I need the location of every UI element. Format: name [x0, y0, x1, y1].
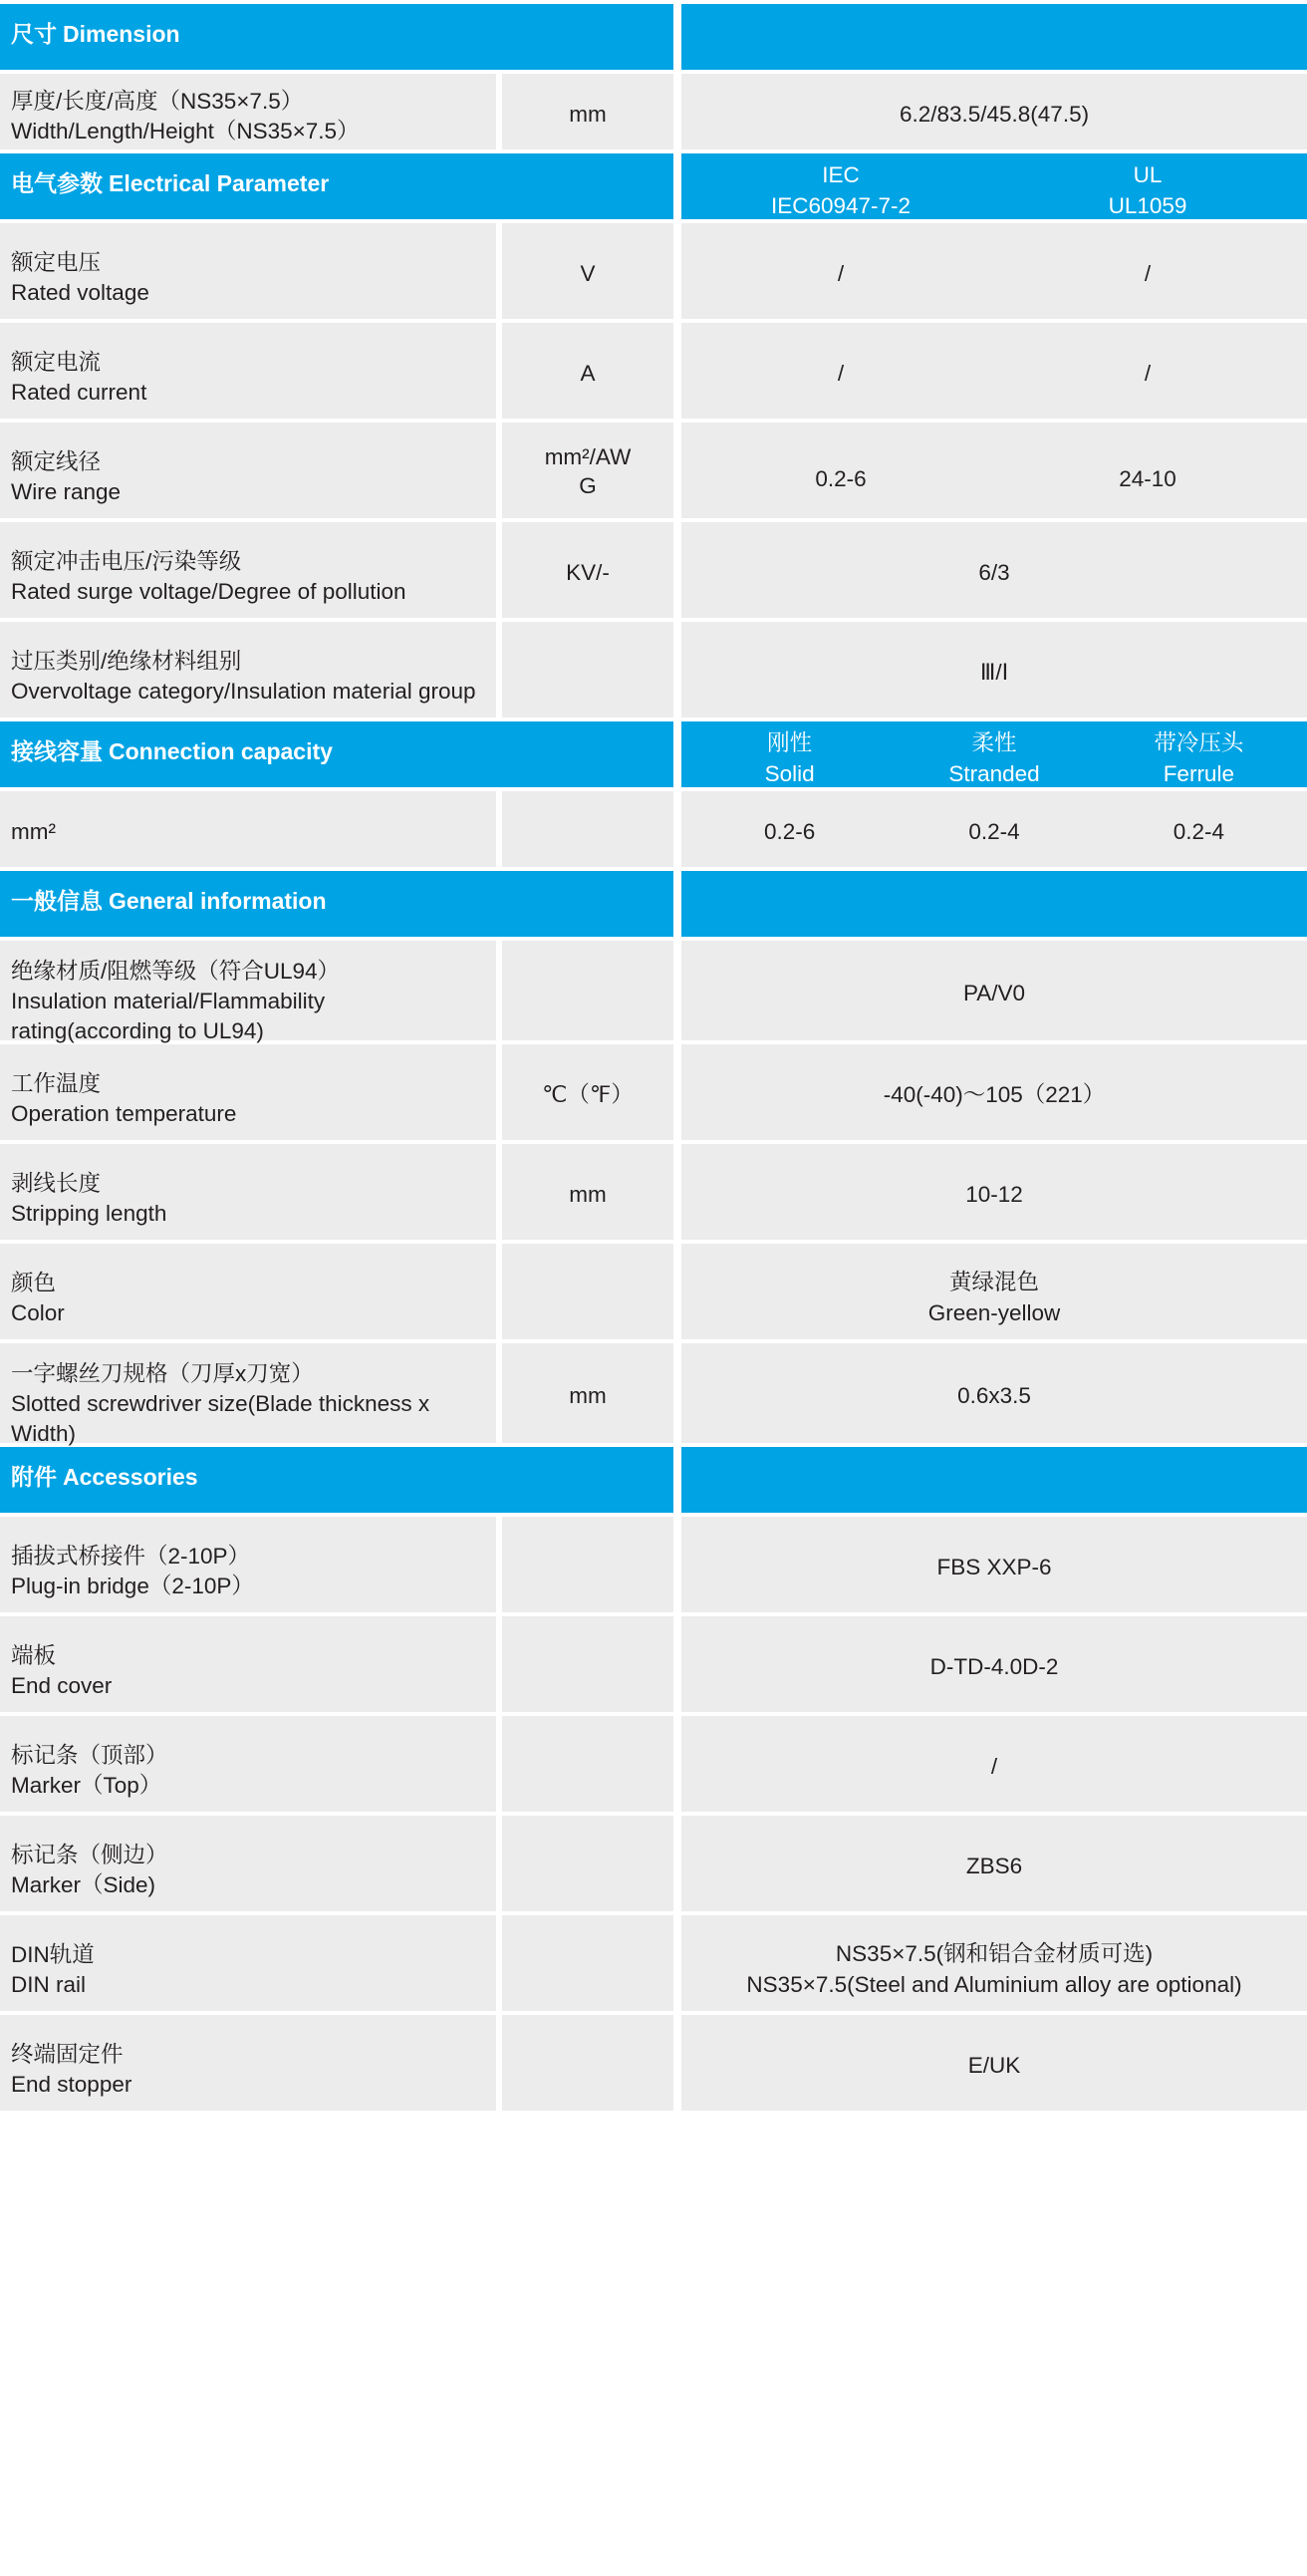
row-unit — [502, 1816, 673, 1828]
row-label-en: Marker（Side) — [11, 1871, 156, 1897]
row-unit: mm — [569, 102, 607, 127]
row-value: -40(-40)～105（221） — [883, 1082, 1106, 1107]
row-label-en: Insulation material/Flammability rating(according to UL94) — [11, 988, 326, 1043]
row-label-zh: 插拔式桥接件（2-10P） — [11, 1544, 251, 1569]
header-value-blank — [681, 871, 1307, 937]
row-unit — [502, 1616, 673, 1628]
row-insulation-material — [0, 941, 1307, 1040]
value-iec: 0.2-6 — [815, 466, 867, 491]
row-value: ZBS6 — [965, 1854, 1023, 1878]
row-label-zh: 颜色 — [11, 1271, 57, 1295]
row-unit — [502, 622, 673, 634]
row-unit — [502, 1716, 673, 1728]
value-line-zh: 黄绿混色 — [949, 1270, 1040, 1294]
row-label-en: End stopper — [11, 2071, 132, 2097]
value-line-zh: NS35×7.5(钢和铝合金材质可选) — [835, 1941, 1154, 1966]
row-label-en: Rated voltage — [11, 279, 149, 305]
row-unit — [502, 1517, 673, 1529]
row-overvoltage-category — [0, 622, 1307, 717]
row-label-en: DIN rail — [11, 1971, 87, 1997]
value-line-en: NS35×7.5(Steel and Aluminium alloy are optional) — [746, 1971, 1242, 1997]
row-label-en: Overvoltage category/Insulation material group — [11, 678, 476, 704]
row-label-zh: 额定电流 — [11, 350, 102, 375]
capacity-solid: 刚性 Solid — [764, 730, 815, 786]
row-label-zh: 端板 — [11, 1643, 57, 1668]
row-label-en: Stripping length — [11, 1200, 167, 1226]
value-line-en: Green-yellow — [927, 1299, 1061, 1325]
row-label-zh: 额定电压 — [11, 250, 102, 275]
row-color — [0, 1244, 1307, 1339]
row-value: FBS XXP-6 — [936, 1555, 1052, 1579]
row-unit — [502, 1244, 673, 1256]
row-label-en: Wire range — [11, 478, 122, 504]
row-rated-surge-voltage — [0, 522, 1307, 618]
row-value: Ⅲ/Ⅰ — [979, 660, 1009, 685]
row-end-cover — [0, 1616, 1307, 1712]
row-rated-voltage — [0, 223, 1307, 319]
row-rated-current — [0, 323, 1307, 419]
row-value: PA/V0 — [962, 981, 1026, 1005]
section-header-electrical-parameter — [0, 153, 1307, 219]
row-stripping-length — [0, 1144, 1307, 1240]
row-label-en: Width/Length/Height（NS35×7.5） — [11, 118, 360, 143]
row-unit — [502, 2015, 673, 2027]
row-label-zh: 一字螺丝刀规格（刀厚x刀宽） — [11, 1361, 314, 1386]
row-label-en: End cover — [11, 1672, 113, 1698]
value-stranded: 0.2-4 — [968, 819, 1020, 844]
row-screwdriver-size — [0, 1343, 1307, 1443]
row-marker-side — [0, 1816, 1307, 1911]
value-iec: / — [837, 361, 845, 386]
row-marker-top — [0, 1716, 1307, 1812]
section-label-en: General information — [109, 888, 327, 914]
row-label-zh: mm² — [11, 819, 56, 844]
section-label-zh: 尺寸 — [11, 21, 57, 47]
row-label-zh: 终端固定件 — [11, 2042, 124, 2067]
row-unit: V — [580, 261, 596, 286]
section-label-zh: 接线容量 — [11, 738, 103, 764]
row-value: D-TD-4.0D-2 — [929, 1654, 1059, 1679]
row-label-zh: 额定冲击电压/污染等级 — [11, 549, 242, 574]
section-header-general-information — [0, 871, 1307, 937]
row-label-zh: DIN轨道 — [11, 1942, 95, 1967]
row-label-zh: 剥线长度 — [11, 1171, 102, 1196]
row-operation-temperature — [0, 1044, 1307, 1140]
section-label-zh: 附件 — [11, 1464, 57, 1490]
row-value: E/UK — [967, 2053, 1021, 2078]
row-thickness-length-height — [0, 74, 1307, 149]
value-ul: / — [1144, 261, 1152, 286]
row-unit — [502, 1915, 673, 1927]
row-label-zh: 标记条（侧边） — [11, 1843, 168, 1867]
row-unit: mm — [569, 1182, 607, 1207]
section-label-en: Dimension — [63, 21, 180, 47]
value-iec: / — [837, 261, 845, 286]
row-unit-top: mm²/AW — [544, 444, 632, 469]
row-label-zh: 厚度/长度/高度（NS35×7.5） — [11, 89, 304, 114]
capacity-ferrule: 带冷压头 Ferrule — [1154, 730, 1244, 786]
row-unit: mm — [569, 1383, 607, 1408]
row-value: 6.2/83.5/45.8(47.5) — [899, 102, 1090, 127]
row-label-en: Rated surge voltage/Degree of pollution — [11, 578, 406, 604]
row-din-rail — [0, 1915, 1307, 2011]
standard-ul: UL UL1059 — [1108, 162, 1187, 218]
section-header-connection-capacity — [0, 721, 1307, 787]
row-plug-in-bridge — [0, 1517, 1307, 1612]
row-connection-capacity-mm2 — [0, 791, 1307, 867]
section-label-en: Accessories — [63, 1464, 198, 1490]
row-value: 6/3 — [978, 560, 1010, 585]
section-label-en: Electrical Parameter — [109, 170, 330, 196]
section-header-dimension — [0, 4, 1307, 70]
row-label-en: Marker（Top） — [11, 1772, 162, 1798]
row-label-zh: 过压类别/绝缘材料组别 — [11, 649, 242, 674]
row-label-en: Operation temperature — [11, 1100, 237, 1126]
row-label-en: Rated current — [11, 379, 147, 405]
row-unit: ℃（℉） — [542, 1082, 634, 1107]
row-unit-bottom: G — [579, 473, 597, 499]
capacity-stranded: 柔性 Stranded — [948, 730, 1040, 786]
header-value-blank — [681, 4, 1307, 70]
row-label-zh: 工作温度 — [11, 1071, 102, 1096]
row-value: 0.6x3.5 — [957, 1383, 1031, 1408]
row-label-en: Plug-in bridge（2-10P） — [11, 1573, 254, 1598]
section-header-accessories — [0, 1447, 1307, 1513]
row-value: 10-12 — [965, 1182, 1023, 1207]
value-ul: / — [1144, 361, 1152, 386]
section-label-zh: 电气参数 — [11, 170, 103, 196]
section-label-zh: 一般信息 — [11, 888, 103, 914]
row-wire-range — [0, 423, 1307, 518]
standard-iec: IEC IEC60947-7-2 — [770, 162, 912, 218]
row-unit: A — [580, 361, 596, 386]
row-unit — [502, 941, 673, 953]
row-unit: KV/- — [566, 560, 610, 585]
row-value: / — [990, 1754, 998, 1779]
row-label-en: Slotted screwdriver size(Blade thickness x Width) — [11, 1390, 430, 1446]
section-label-en: Connection capacity — [109, 738, 333, 764]
header-value-blank — [681, 1447, 1307, 1513]
value-ferrule: 0.2-4 — [1173, 819, 1224, 844]
row-label-zh: 标记条（顶部） — [11, 1743, 168, 1768]
row-label-zh: 绝缘材质/阻燃等级（符合UL94） — [11, 959, 341, 984]
row-label-zh: 额定线径 — [11, 449, 102, 474]
row-label-en: Color — [11, 1299, 65, 1325]
value-solid: 0.2-6 — [764, 819, 816, 844]
row-end-stopper — [0, 2015, 1307, 2111]
value-ul: 24-10 — [1119, 466, 1176, 491]
